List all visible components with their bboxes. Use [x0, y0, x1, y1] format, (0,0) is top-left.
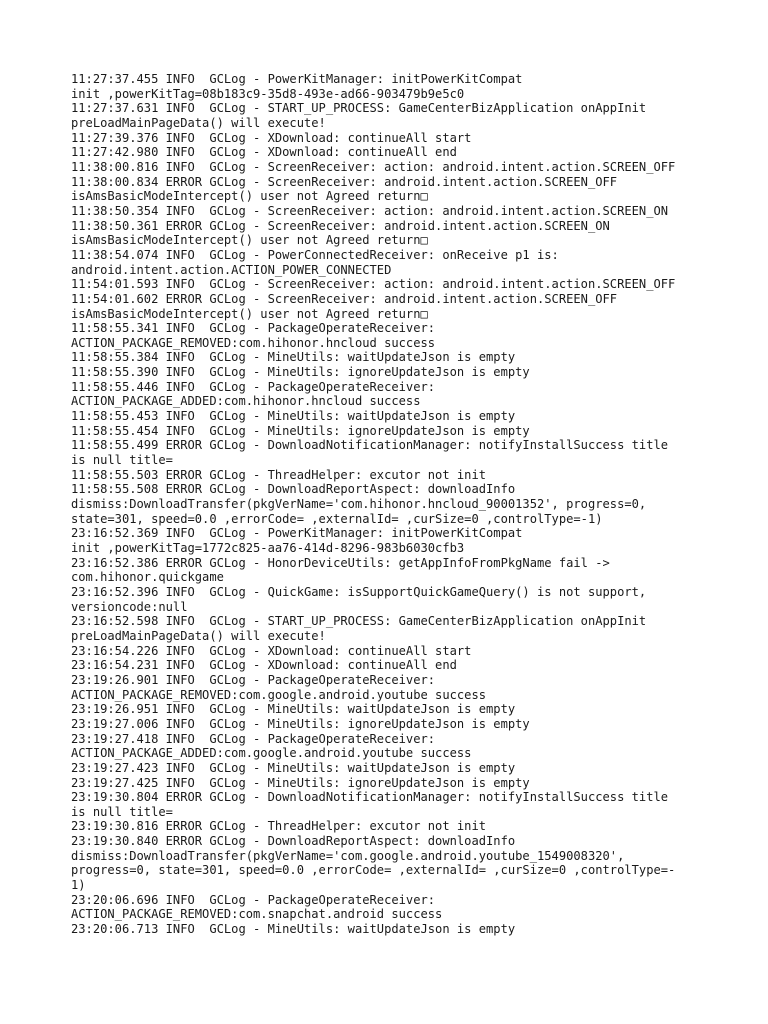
log-line: 11:54:01.602 ERROR GCLog - ScreenReceiver: android.intent.action.SCREEN_OFF [71, 291, 618, 306]
log-line: 11:27:37.631 INFO GCLog - START_UP_PROCESS: GameCenterBizApplication onAppInit [71, 101, 647, 116]
log-line: 23:19:27.418 INFO GCLog - PackageOperateReceiver: [71, 731, 436, 746]
log-line: 23:16:52.598 INFO GCLog - START_UP_PROCESS: GameCenterBizApplication onAppInit [71, 614, 647, 629]
log-line: state=301, speed=0.0 ,errorCode= ,externalId= ,curSize=0 ,controlType=-1) [71, 511, 603, 526]
log-line: 23:16:54.231 INFO GCLog - XDownload: continueAll end [71, 658, 457, 673]
log-line: ACTION_PACKAGE_REMOVED:com.google.android.youtube success [71, 687, 487, 702]
log-line: 23:19:30.804 ERROR GCLog - DownloadNotificationManager: notifyInstallSuccess title [71, 790, 669, 805]
log-line: 23:19:27.006 INFO GCLog - MineUtils: ignoreUpdateJson is empty [71, 716, 530, 731]
log-line: 23:19:27.423 INFO GCLog - MineUtils: waitUpdateJson is empty [71, 760, 516, 775]
log-line: 23:19:30.816 ERROR GCLog - ThreadHelper: excutor not init [71, 819, 487, 834]
log-line: 23:20:06.713 INFO GCLog - MineUtils: waitUpdateJson is empty [71, 922, 516, 937]
log-document [71, 72, 731, 937]
log-line: isAmsBasicModeIntercept() user not Agreed return□ [71, 189, 428, 204]
log-line: is null title= [71, 453, 173, 468]
log-line: 23:16:54.226 INFO GCLog - XDownload: continueAll start [71, 643, 472, 658]
log-line: 11:58:55.503 ERROR GCLog - ThreadHelper: excutor not init [71, 467, 487, 482]
log-line: ACTION_PACKAGE_REMOVED:com.snapchat.android success [71, 907, 443, 922]
log-line: 23:19:26.951 INFO GCLog - MineUtils: waitUpdateJson is empty [71, 702, 516, 717]
log-line: 23:19:26.901 INFO GCLog - PackageOperateReceiver: [71, 672, 436, 687]
log-line: 11:58:55.341 INFO GCLog - PackageOperateReceiver: [71, 321, 436, 336]
log-line: 11:58:55.446 INFO GCLog - PackageOperateReceiver: [71, 379, 436, 394]
log-line: 11:38:50.354 INFO GCLog - ScreenReceiver: action: android.intent.action.SCREEN_ON [71, 203, 669, 218]
log-line: 23:19:30.840 ERROR GCLog - DownloadReportAspect: downloadInfo [71, 834, 516, 849]
log-line: 11:38:50.361 ERROR GCLog - ScreenReceiver: android.intent.action.SCREEN_ON [71, 218, 610, 233]
log-line: 23:19:27.425 INFO GCLog - MineUtils: ignoreUpdateJson is empty [71, 775, 530, 790]
log-line: ACTION_PACKAGE_ADDED:com.hihonor.hncloud success [71, 394, 421, 409]
log-line: 23:16:52.386 ERROR GCLog - HonorDeviceUtils: getAppInfoFromPkgName fail -> [71, 555, 610, 570]
log-line: 11:58:55.499 ERROR GCLog - DownloadNotificationManager: notifyInstallSuccess title [71, 438, 669, 453]
log-line: com.hihonor.quickgame [71, 570, 224, 585]
log-line: isAmsBasicModeIntercept() user not Agreed return□ [71, 306, 428, 321]
log-line: dismiss:DownloadTransfer(pkgVerName='com.google.android.youtube_1549008320', [71, 848, 625, 863]
log-line: 23:20:06.696 INFO GCLog - PackageOperateReceiver: [71, 892, 436, 907]
log-line: 11:58:55.384 INFO GCLog - MineUtils: waitUpdateJson is empty [71, 350, 516, 365]
log-line: 11:58:55.453 INFO GCLog - MineUtils: waitUpdateJson is empty [71, 409, 516, 424]
log-line: 1) [71, 878, 86, 893]
log-line: progress=0, state=301, speed=0.0 ,errorCode= ,externalId= ,curSize=0 ,controlType=- [71, 863, 676, 878]
log-line: init ,powerKitTag=1772c825-aa76-414d-8296-983b6030cfb3 [71, 541, 465, 555]
log-line: 23:16:52.369 INFO GCLog - PowerKitManager: initPowerKitCompat [71, 526, 523, 541]
log-line: 11:54:01.593 INFO GCLog - ScreenReceiver: action: android.intent.action.SCREEN_OFF [71, 277, 676, 292]
log-line: preLoadMainPageData() will execute! [71, 115, 326, 130]
log-line: 11:58:55.508 ERROR GCLog - DownloadReportAspect: downloadInfo [71, 482, 516, 497]
log-line: isAmsBasicModeIntercept() user not Agreed return□ [71, 233, 428, 248]
log-line: 11:38:00.834 ERROR GCLog - ScreenReceiver: android.intent.action.SCREEN_OFF [71, 174, 618, 189]
log-line: dismiss:DownloadTransfer(pkgVerName='com.hihonor.hncloud_90001352', progress=0, [71, 497, 647, 512]
log-line: 11:38:54.074 INFO GCLog - PowerConnectedReceiver: onReceive p1 is: [71, 247, 559, 262]
log-line: is null title= [71, 804, 173, 819]
log-line: 11:27:37.455 INFO GCLog - PowerKitManager: initPowerKitCompat [71, 72, 523, 86]
log-line: preLoadMainPageData() will execute! [71, 628, 326, 643]
log-line: ACTION_PACKAGE_ADDED:com.google.android.youtube success [71, 746, 472, 761]
log-line: 11:58:55.390 INFO GCLog - MineUtils: ignoreUpdateJson is empty [71, 365, 530, 380]
log-line: ACTION_PACKAGE_REMOVED:com.hihonor.hncloud success [71, 335, 436, 350]
log-line: 11:38:00.816 INFO GCLog - ScreenReceiver: action: android.intent.action.SCREEN_OFF [71, 159, 676, 174]
log-line: 11:27:42.980 INFO GCLog - XDownload: continueAll end [71, 145, 457, 160]
log-line: init ,powerKitTag=08b183c9-35d8-493e-ad66-903479b9e5c0 [71, 86, 465, 101]
log-line: android.intent.action.ACTION_POWER_CONNECTED [71, 262, 392, 277]
log-line: versioncode:null [71, 599, 188, 614]
log-line: 11:27:39.376 INFO GCLog - XDownload: continueAll start [71, 130, 472, 145]
log-line: 23:16:52.396 INFO GCLog - QuickGame: isSupportQuickGameQuery() is not support, [71, 584, 647, 599]
log-line: 11:58:55.454 INFO GCLog - MineUtils: ignoreUpdateJson is empty [71, 423, 530, 438]
